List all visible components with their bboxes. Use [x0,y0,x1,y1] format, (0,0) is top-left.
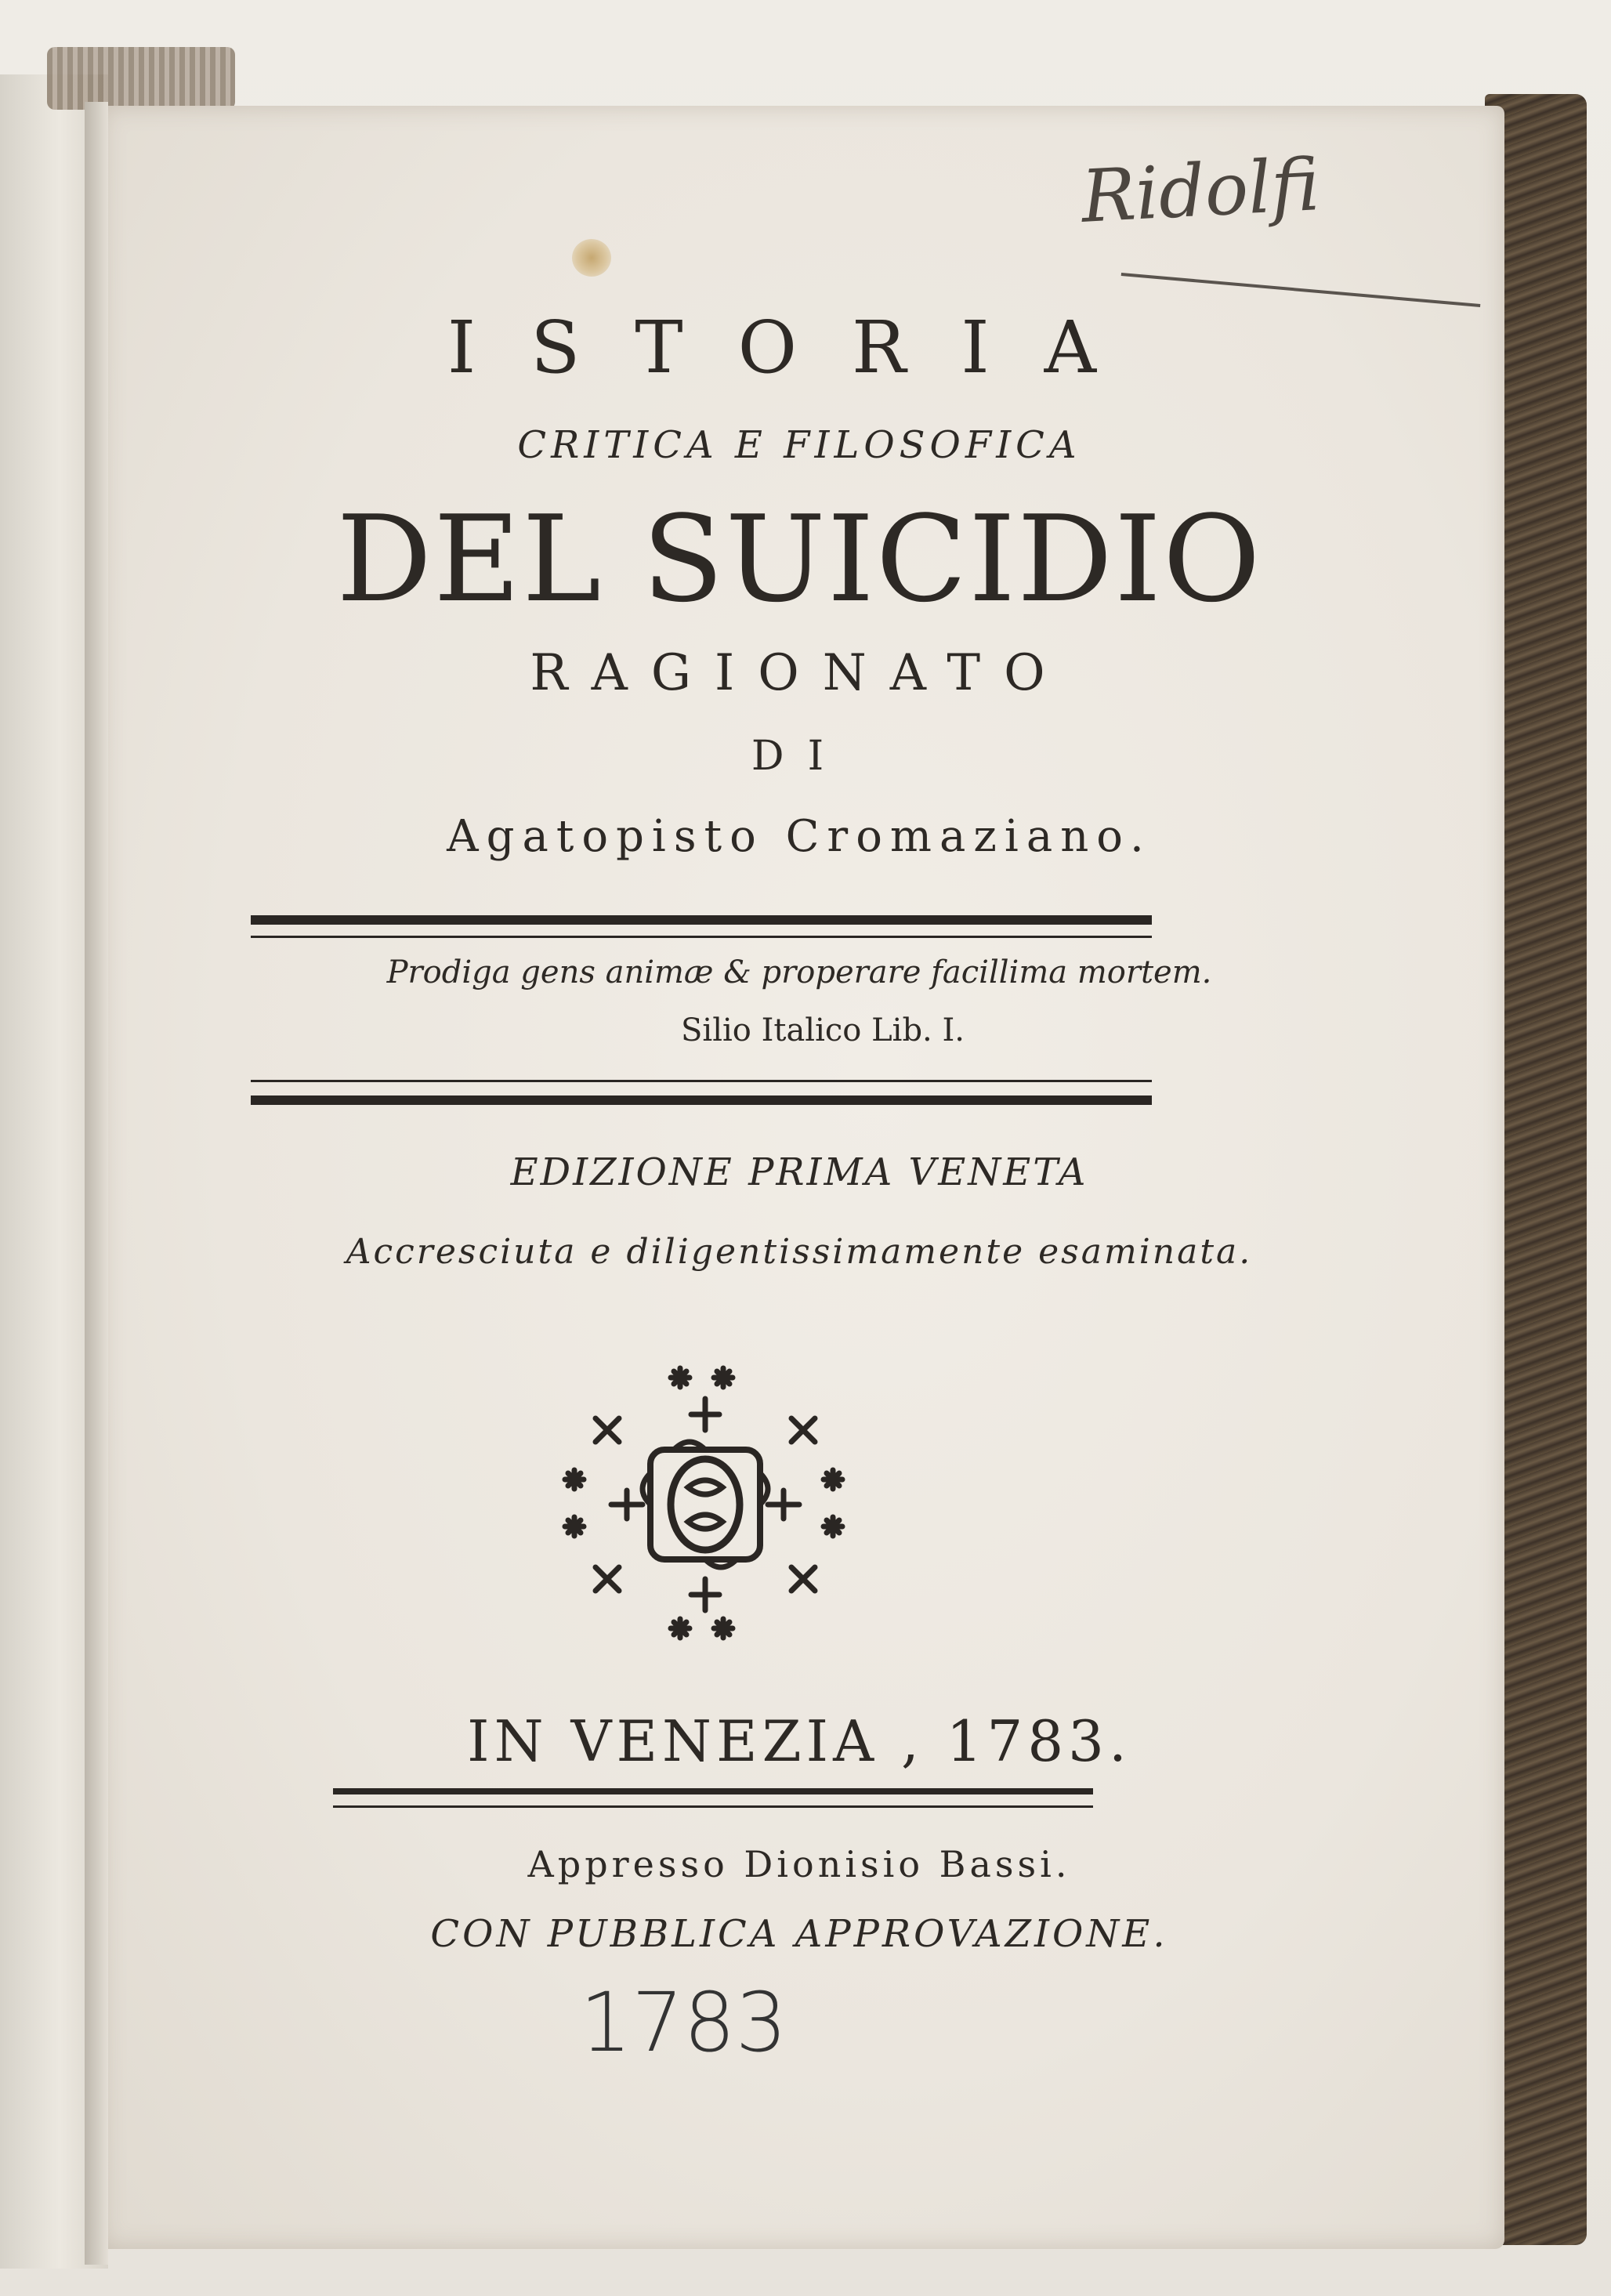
rule-thick-2 [251,1095,1152,1105]
rule-thin-2 [251,1080,1152,1082]
page-gutter [85,102,108,2265]
rule-thin-3 [333,1805,1093,1808]
motto-quote: Prodiga gens animæ & properare facillima mortem. [386,954,1212,990]
rule-thick-3 [333,1788,1093,1794]
author-name: Agatopisto Cromaziano. [447,811,1152,862]
printer-line: Appresso Dionisio Bassi. [527,1843,1071,1885]
title-line-suicidio: DEL SUICIDIO [336,490,1262,628]
spine-fray [47,47,235,110]
handwritten-signature: Ridolfi [1079,143,1322,239]
imprint-place-date: IN VENEZIA , 1783. [467,1708,1131,1774]
approval-line: CON PUBBLICA APPROVAZIONE. [430,1912,1168,1956]
edition-statement: EDIZIONE PRIMA VENETA [510,1150,1088,1194]
handwritten-year: 1783 [580,1975,787,2070]
printers-ornament-icon [556,1356,854,1653]
foxing-stain [572,239,611,277]
title-line-critica: CRITICA E FILOSOFICA [517,423,1081,467]
title-line-ragionato: RAGIONATO [530,644,1069,702]
rule-thin-1 [251,936,1152,938]
title-line-di: DI [751,733,848,780]
rule-thick-1 [251,915,1152,925]
motto-source: Silio Italico Lib. I. [681,1012,965,1048]
title-line-istoria: ISTORIA [447,306,1152,389]
edition-note: Accresciuta e diligentissimamente esaminata. [346,1232,1253,1272]
